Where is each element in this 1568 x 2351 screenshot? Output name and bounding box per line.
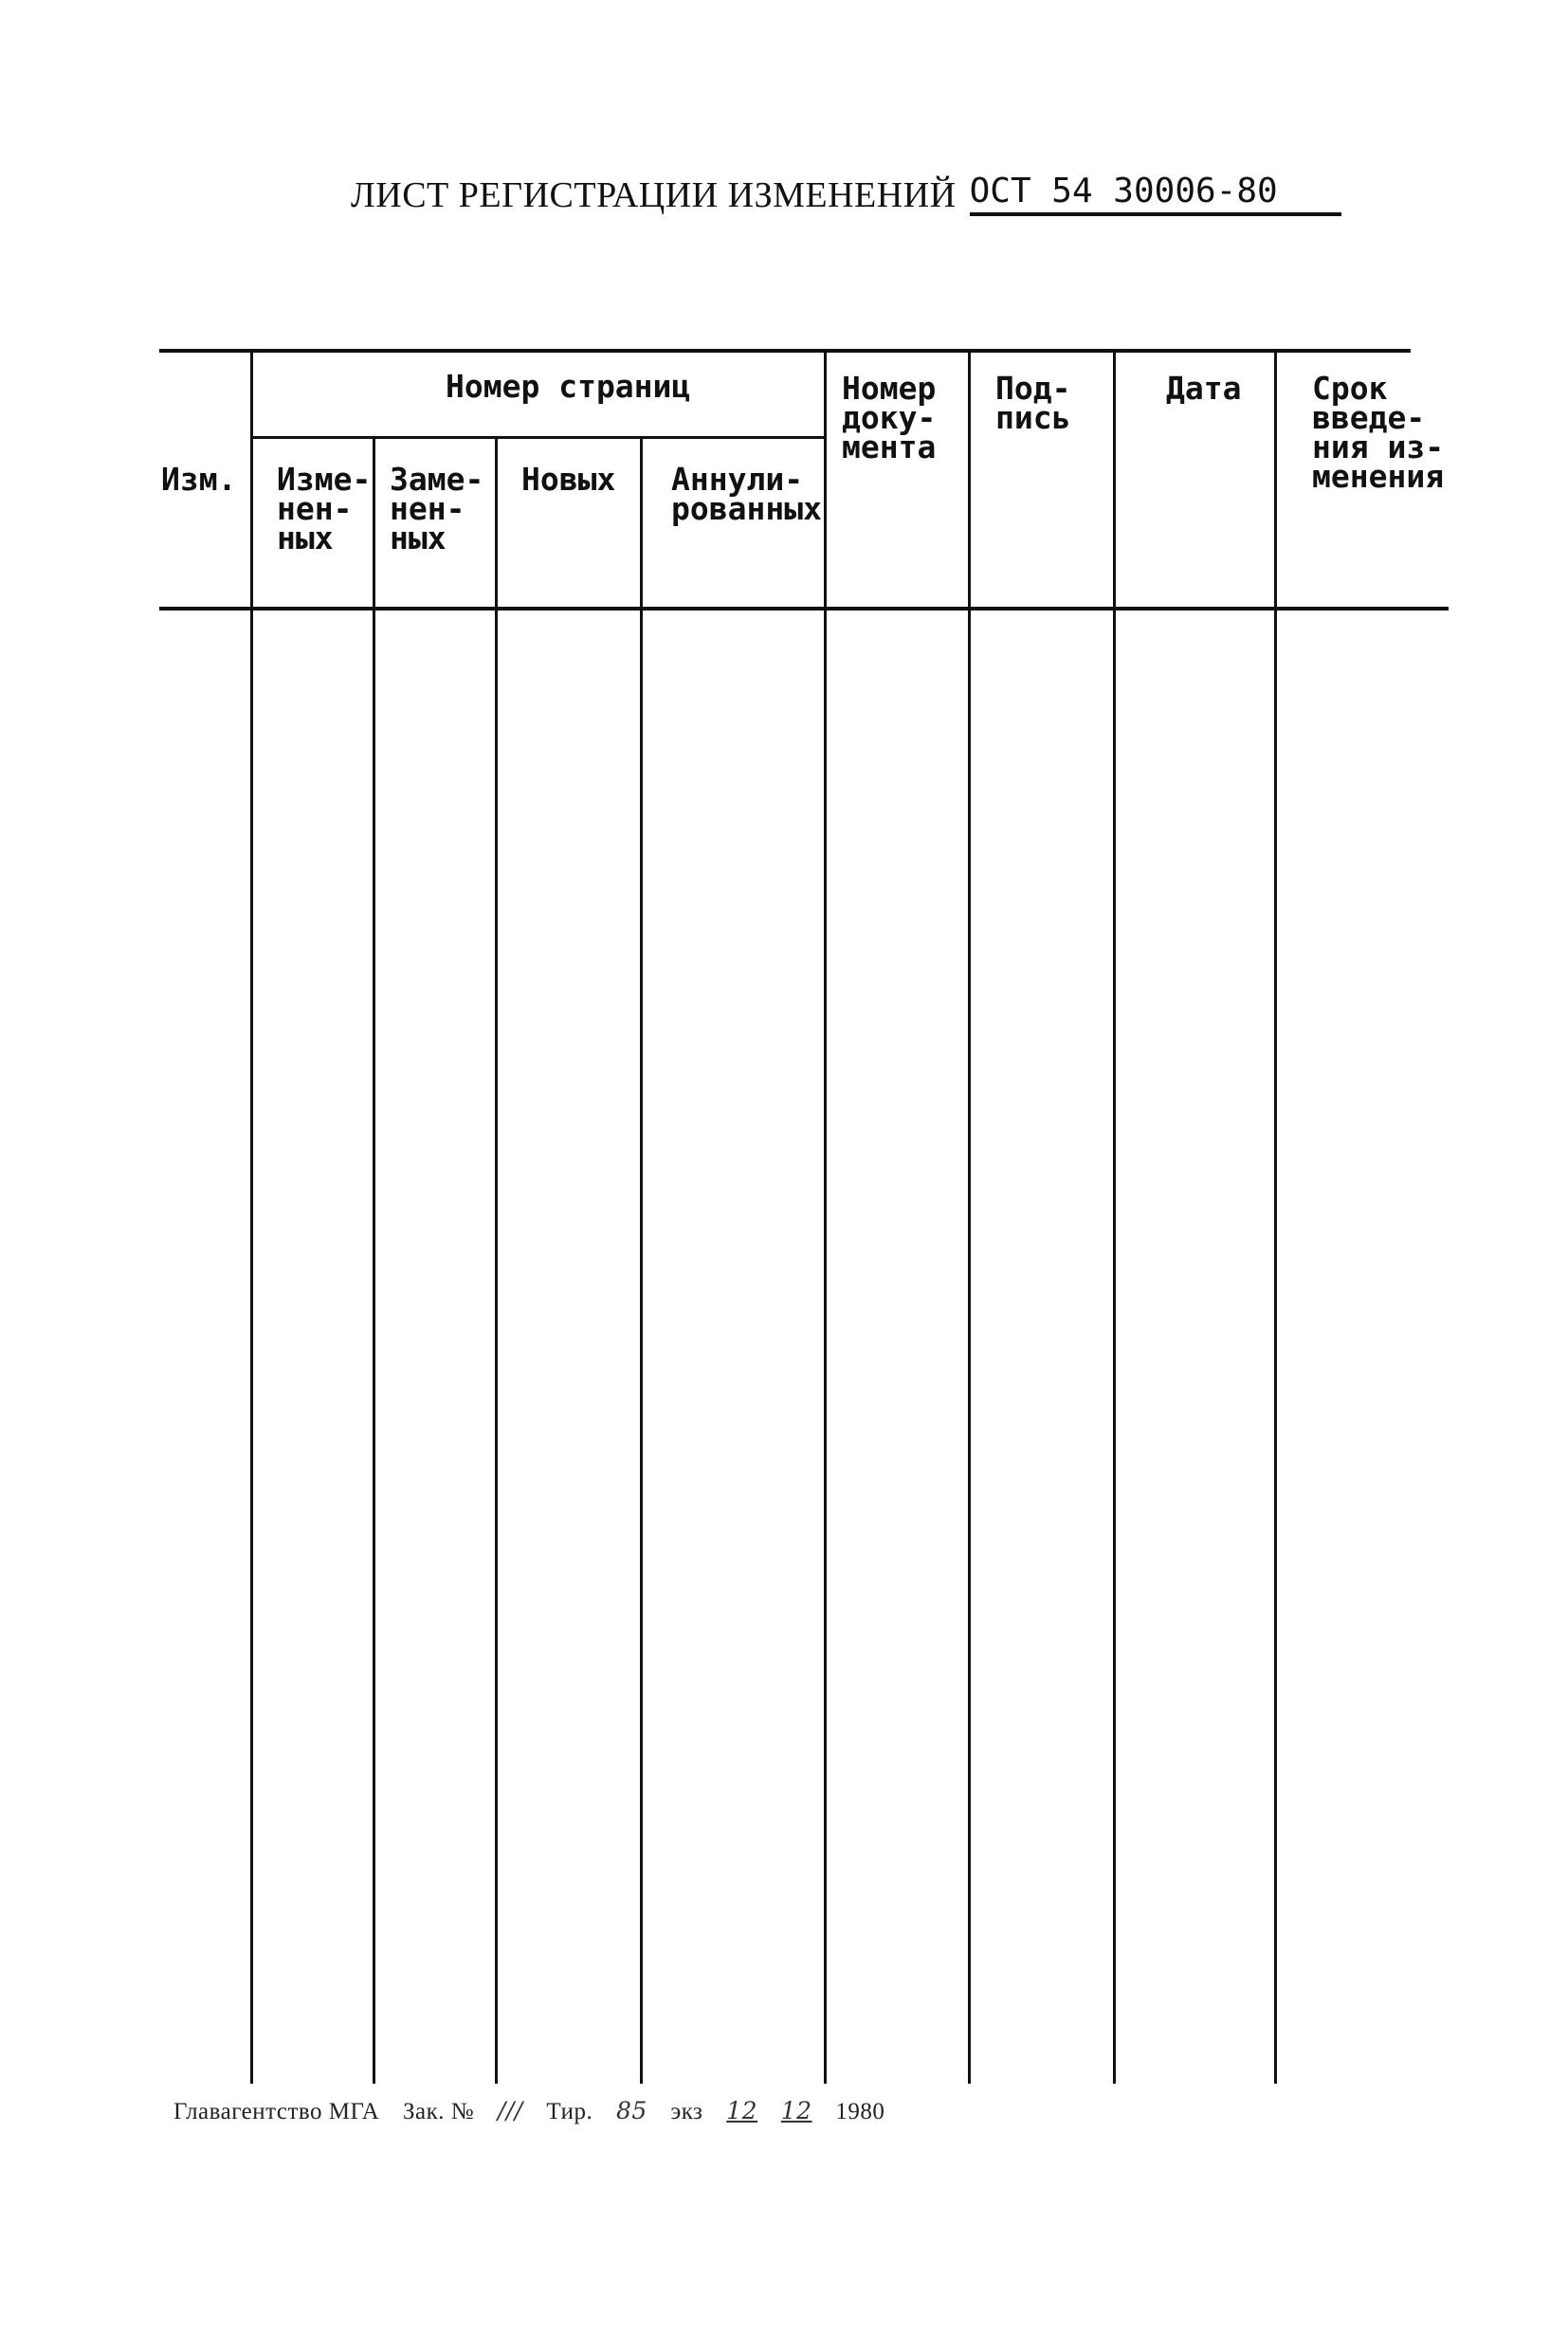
header-annulled-pages: Аннули- рованных [671, 461, 822, 527]
imprint-footer [173, 2097, 902, 2125]
col-divider-replaced [495, 438, 498, 2084]
col-divider-izm [250, 351, 253, 2084]
print-run-label: Тир. [546, 2099, 593, 2124]
col-divider-new [640, 438, 643, 2084]
header-document-number: Номер доку- мента [842, 370, 937, 465]
print-run-value: 85 [615, 2097, 647, 2124]
pages-subheader-rule [252, 436, 825, 439]
header-new-pages: Новых [521, 461, 616, 498]
standard-code: ОСТ 54 30006-80 [970, 172, 1341, 216]
col-divider-changed [373, 438, 375, 2084]
date-year: 1980 [835, 2099, 885, 2124]
publisher-name: Главагентство МГА [173, 2099, 380, 2124]
header-izm: Изм. [161, 461, 237, 498]
col-divider-doc-number [968, 351, 971, 2084]
col-divider-signature [1113, 351, 1116, 2084]
date-day: 12 [726, 2097, 757, 2124]
copies-label: экз [670, 2099, 703, 2124]
col-divider-date [1274, 351, 1277, 2084]
col-divider-annulled [824, 351, 827, 2084]
title-text: ЛИСТ РЕГИСТРАЦИИ ИЗМЕНЕНИЙ [351, 175, 957, 215]
header-bottom-rule [159, 607, 1449, 611]
date-month: 12 [780, 2097, 812, 2124]
header-replaced-pages: Заме- нен- ных [390, 461, 484, 556]
order-number: /// [497, 2097, 523, 2124]
header-changed-pages: Изме- нен- ных [277, 461, 372, 556]
header-deadline: Срок введе- ния из- менения [1312, 370, 1445, 495]
header-page-numbers: Номер страниц [446, 368, 691, 405]
order-label: Зак. № [403, 2099, 475, 2124]
table-top-rule [159, 349, 1411, 353]
header-date: Дата [1166, 370, 1242, 407]
header-signature: Под- пись [995, 370, 1071, 436]
